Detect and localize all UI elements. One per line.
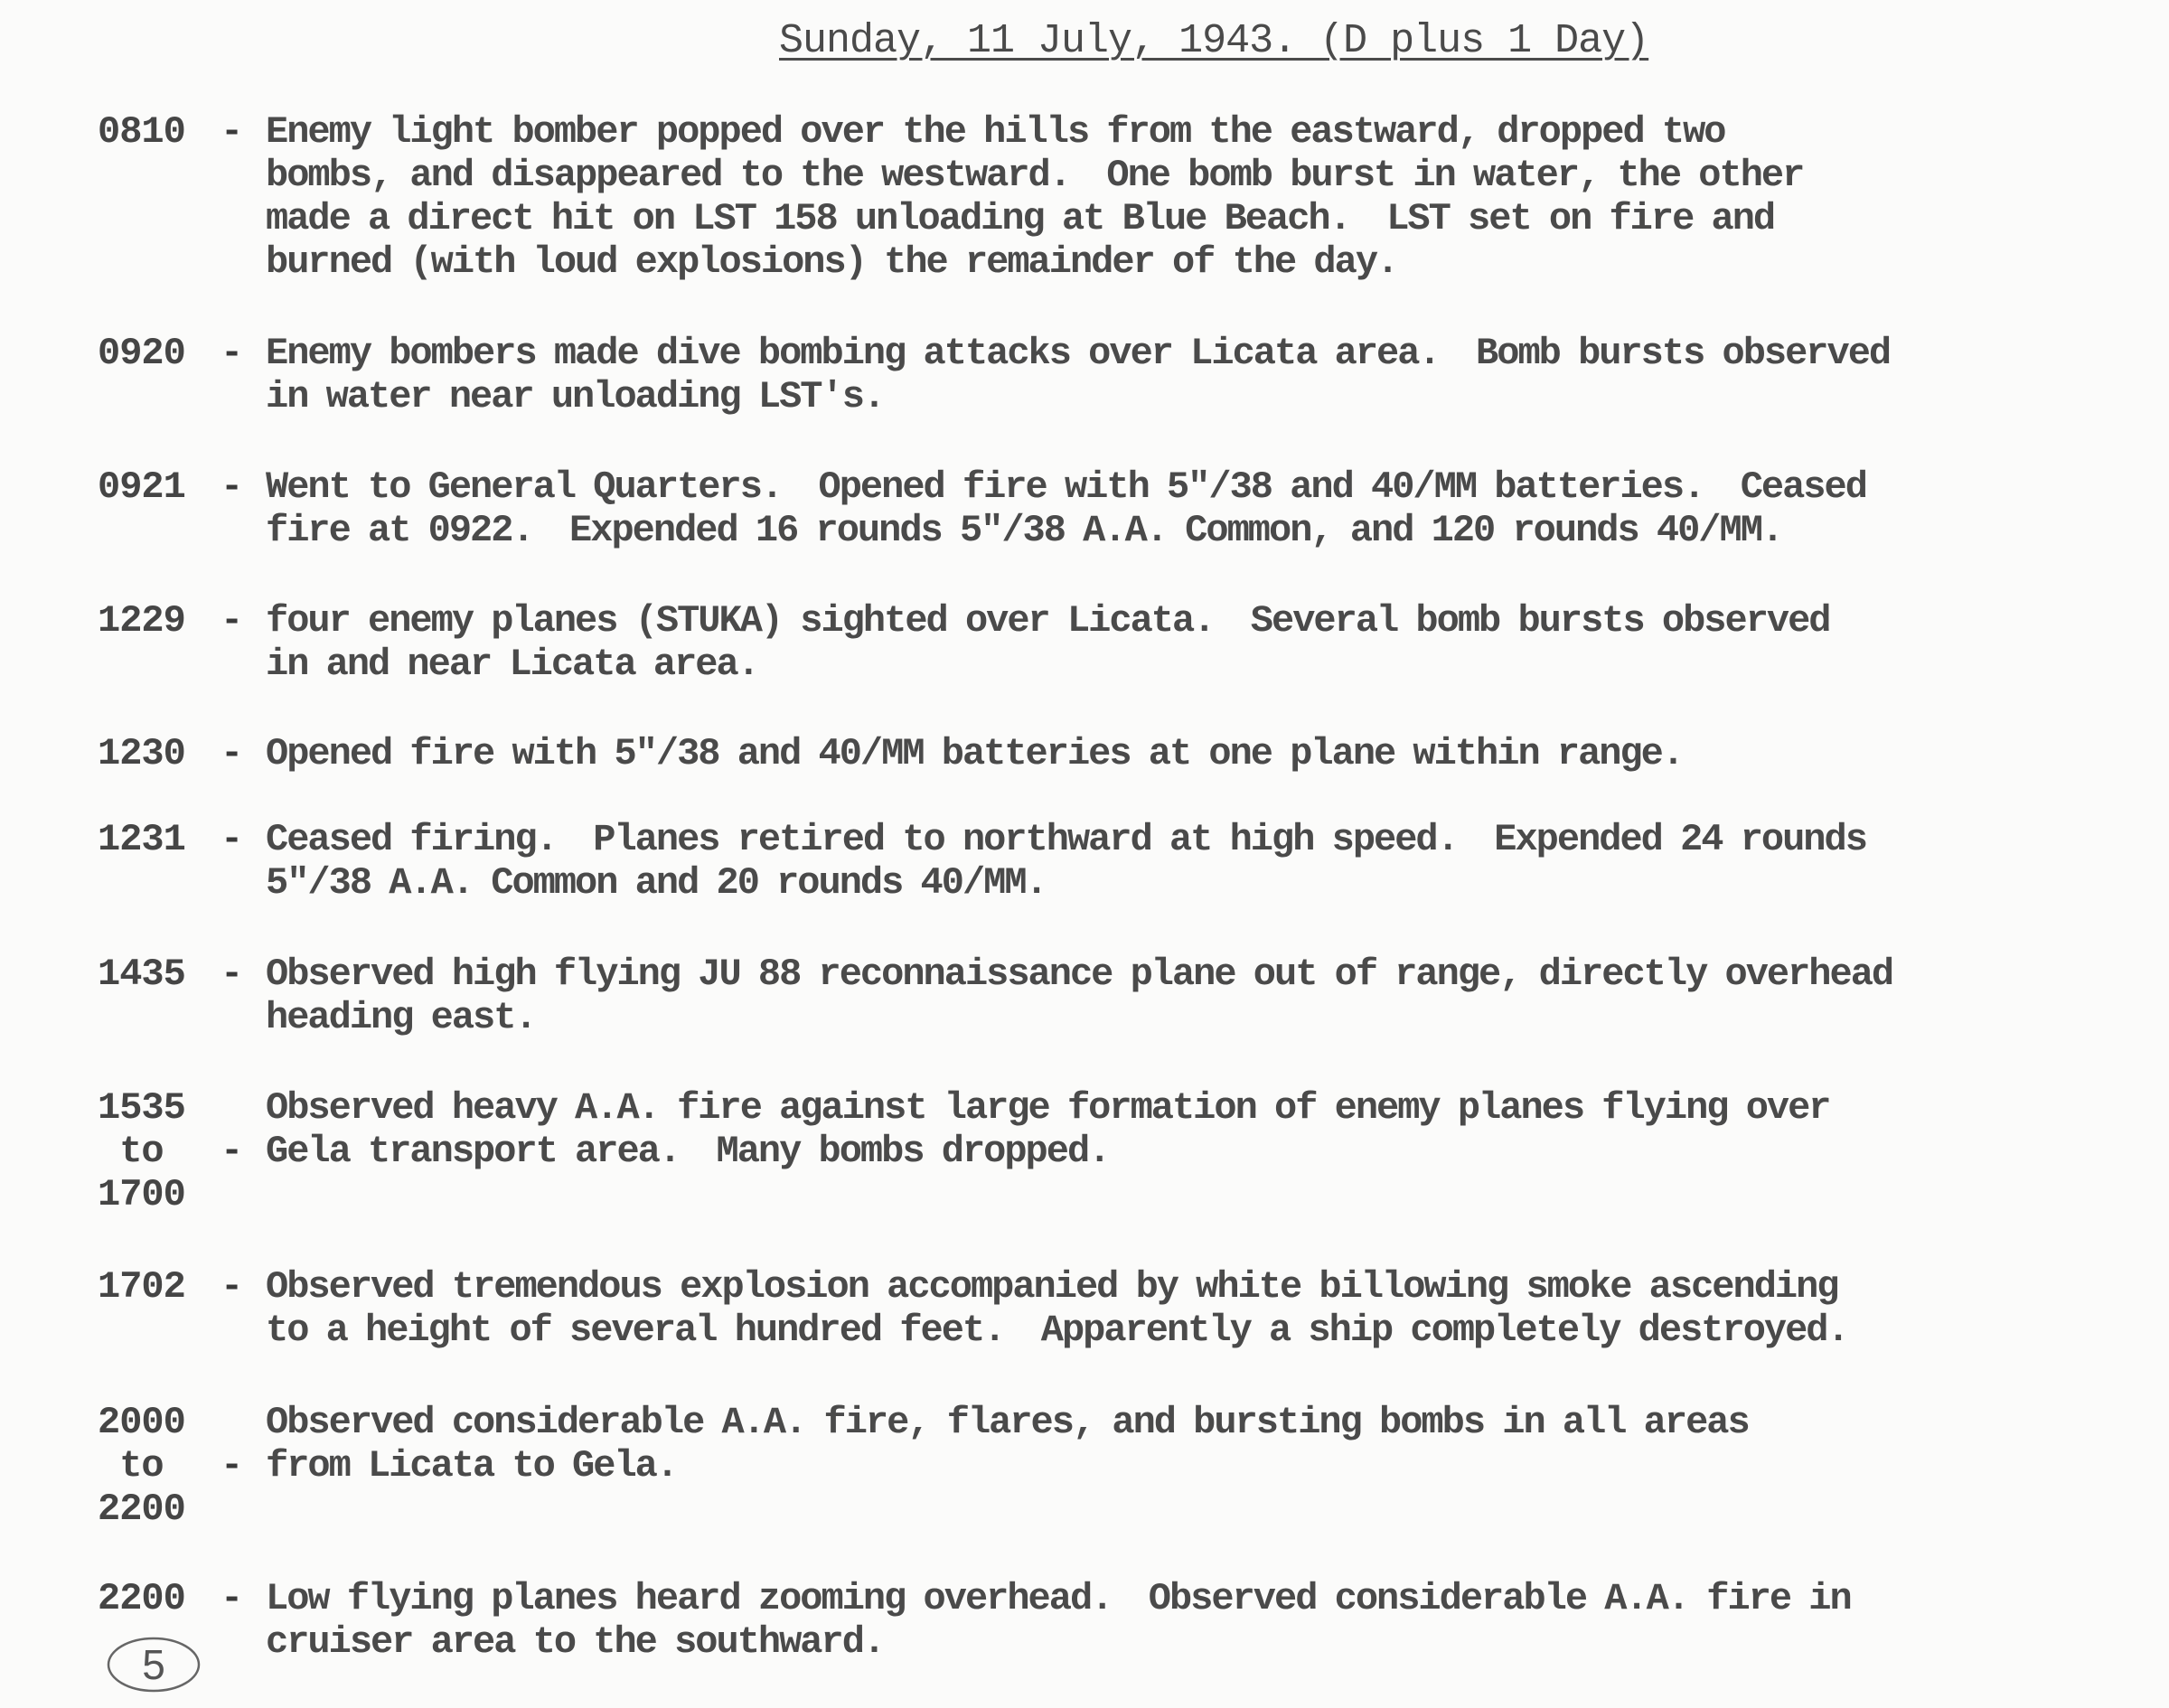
entry-text: Ceased firing. Planes retired to northward at high speed. Expended 24 rounds 5"/38 A.A. Common and 20 rounds 40/MM. (266, 818, 1866, 905)
entry-dash: - (221, 1265, 244, 1309)
entry-text: Observed tremendous explosion accompanied by white billowing smoke ascending to a height of several hundred feet. Apparently a ship completely destroyed. (266, 1265, 1848, 1352)
entry-time: 0920 (98, 332, 185, 375)
entry-time: 2000 to 2200 (98, 1401, 185, 1531)
entry-text: Observed high flying JU 88 reconnaissance plane out of range, directly overhead heading east. (266, 953, 1893, 1039)
entry-text: Observed considerable A.A. fire, flares, and bursting bombs in all areas from Licata to Gela. (266, 1401, 1749, 1487)
entry-text: Went to General Quarters. Opened fire with 5"/38 and 40/MM batteries. Ceased fire at 0922. Expended 16 rounds 5"/38 A.A. Common, and 120 rounds 40/MM. (266, 465, 1866, 552)
entry-text: Enemy bombers made dive bombing attacks over Licata area. Bomb bursts observed in water near unloading LST's. (266, 332, 1891, 418)
entry-time: 1702 (98, 1265, 185, 1309)
entry-dash: - (221, 599, 244, 643)
entry-text: Opened fire with 5"/38 and 40/MM batteries at one plane within range. (266, 732, 1684, 775)
entry-time: 1229 (98, 599, 185, 643)
entry-dash: - (221, 1577, 244, 1620)
entry-dash: - (221, 818, 244, 861)
page-number-text: 5 (142, 1641, 165, 1688)
page-title: Sunday, 11 July, 1943. (D plus 1 Day) (779, 18, 1649, 64)
entry-time: 0810 (98, 110, 185, 154)
entry-dash: - (221, 953, 244, 996)
entry-dash: - (221, 1444, 244, 1487)
entry-text: four enemy planes (STUKA) sighted over Licata. Several bomb bursts observed in and near Licata area. (266, 599, 1830, 686)
entry-dash: - (221, 110, 244, 154)
page-number (104, 1634, 203, 1695)
entry-time: 0921 (98, 465, 185, 509)
entry-dash: - (221, 732, 244, 775)
entry-dash: - (221, 465, 244, 509)
entry-dash: - (221, 1130, 244, 1173)
entry-time: 1535 to 1700 (98, 1086, 185, 1216)
entry-dash: - (221, 332, 244, 375)
entry-text: Observed heavy A.A. fire against large formation of enemy planes flying over Gela transport area. Many bombs dropped. (266, 1086, 1830, 1173)
entry-time: 1230 (98, 732, 185, 775)
entry-time: 1435 (98, 953, 185, 996)
entry-text: Low flying planes heard zooming overhead. Observed considerable A.A. fire in cruiser area to the southward. (266, 1577, 1851, 1664)
entry-time: 1231 (98, 818, 185, 861)
entry-text: Enemy light bomber popped over the hills from the eastward, dropped two bombs, and disappeared to the westward. One bomb burst in water, the other made a direct hit on LST 158 unloading at Blue Beach. LST set on fire and burned (with loud explosions) the remainder of the day. (266, 110, 1804, 284)
entry-time: 2200 (98, 1577, 185, 1620)
